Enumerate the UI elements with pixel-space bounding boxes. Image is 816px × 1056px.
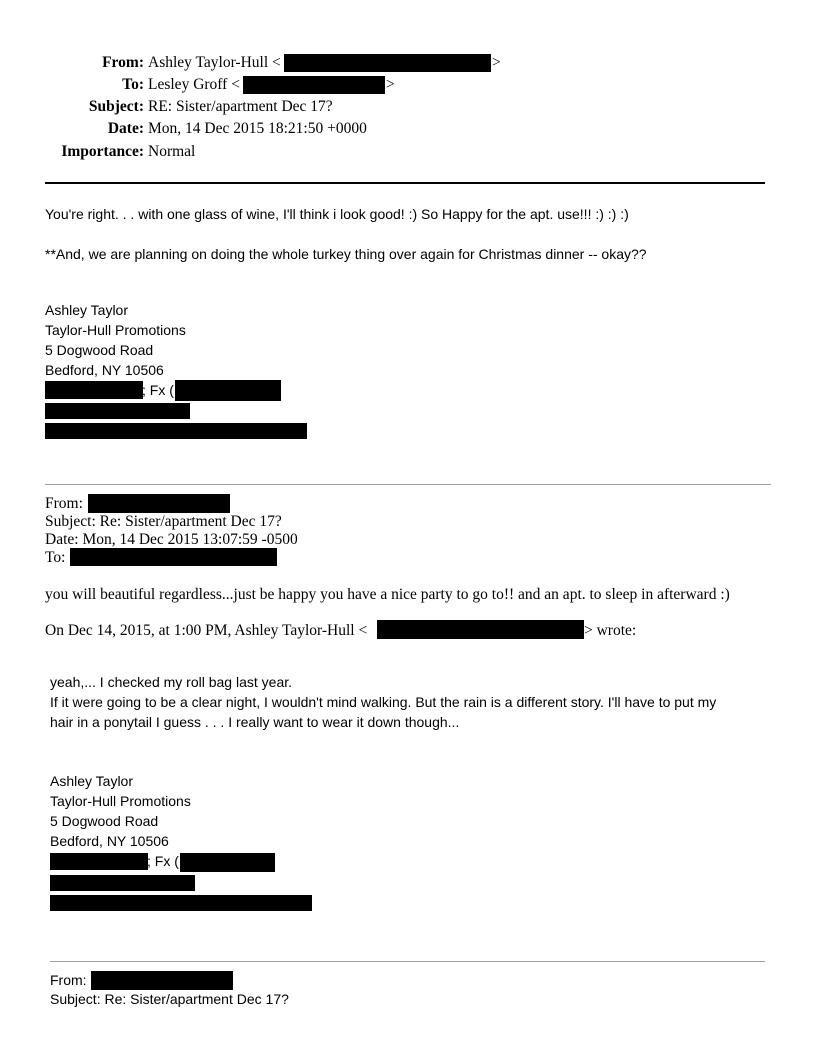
importance-label: Importance: — [61, 143, 144, 160]
redaction-box — [91, 971, 233, 990]
signature-name: Ashley Taylor — [45, 302, 129, 318]
body-line: You're right. . . with one glass of wine, I'll think i look good! :) So Happy for the apt. use!!! :) :) :) — [45, 206, 629, 222]
signature-company: Taylor-Hull Promotions — [50, 793, 191, 809]
reply-subject: Subject: Re: Sister/apartment Dec 17? — [45, 513, 282, 530]
date-label: Date: — [107, 120, 144, 137]
redaction-box — [180, 853, 275, 872]
quoted-line: yeah,... I checked my roll bag last year. — [50, 674, 293, 690]
redaction-box — [243, 76, 385, 94]
importance-value: Normal — [148, 143, 196, 160]
quote-intro: On Dec 14, 2015, at 1:00 PM, Ashley Taylor-Hull < — [45, 622, 368, 639]
header-divider — [45, 182, 765, 184]
to-close: > — [386, 76, 395, 93]
from-value: Ashley Taylor-Hull < — [148, 54, 281, 71]
quoted-line: hair in a ponytail I guess . . . I really want to wear it down though... — [50, 714, 460, 730]
signature-name: Ashley Taylor — [50, 773, 134, 789]
signature-fax-label: ; Fx ( — [147, 853, 179, 869]
from-label: From: — [102, 54, 144, 71]
redaction-box — [50, 895, 312, 911]
reply-body: you will beautiful regardless...just be happy you have a nice party to go to!! and an apt. to sleep in afterward :) — [45, 586, 730, 603]
redaction-box — [50, 875, 195, 891]
signature-fax-label: ; Fx ( — [142, 382, 174, 398]
reply-divider — [50, 961, 765, 962]
quoted-line: If it were going to be a clear night, I wouldn't mind walking. But the rain is a different story. I'll have to put my — [50, 694, 717, 710]
body-line: **And, we are planning on doing the whole turkey thing over again for Christmas dinner -- okay?? — [45, 246, 647, 262]
redaction-box — [70, 548, 277, 566]
reply-subject: Subject: Re: Sister/apartment Dec 17? — [50, 991, 289, 1007]
from-close: > — [492, 54, 501, 71]
signature-company: Taylor-Hull Promotions — [45, 322, 186, 338]
signature-street: 5 Dogwood Road — [50, 813, 159, 829]
reply-divider — [45, 484, 771, 485]
signature-city: Bedford, NY 10506 — [50, 833, 169, 849]
subject-value: RE: Sister/apartment Dec 17? — [148, 98, 333, 115]
signature-city: Bedford, NY 10506 — [45, 362, 164, 378]
redaction-box — [377, 620, 584, 639]
signature-street: 5 Dogwood Road — [45, 342, 154, 358]
redaction-box — [45, 403, 190, 419]
to-value: Lesley Groff < — [148, 76, 240, 93]
to-label: To: — [122, 76, 144, 93]
date-value: Mon, 14 Dec 2015 18:21:50 +0000 — [148, 120, 367, 137]
subject-label: Subject: — [88, 98, 144, 115]
quote-close: > wrote: — [584, 622, 637, 639]
redaction-box — [88, 494, 230, 513]
reply-date: Date: Mon, 14 Dec 2015 13:07:59 -0500 — [45, 531, 298, 548]
redaction-box — [45, 423, 307, 439]
redaction-box — [284, 54, 491, 72]
reply-from-label: From: — [50, 972, 87, 988]
redaction-box — [50, 853, 148, 870]
redaction-box — [175, 380, 281, 401]
reply-from-label: From: — [45, 495, 83, 512]
reply-to-label: To: — [45, 549, 66, 566]
redaction-box — [45, 381, 143, 399]
